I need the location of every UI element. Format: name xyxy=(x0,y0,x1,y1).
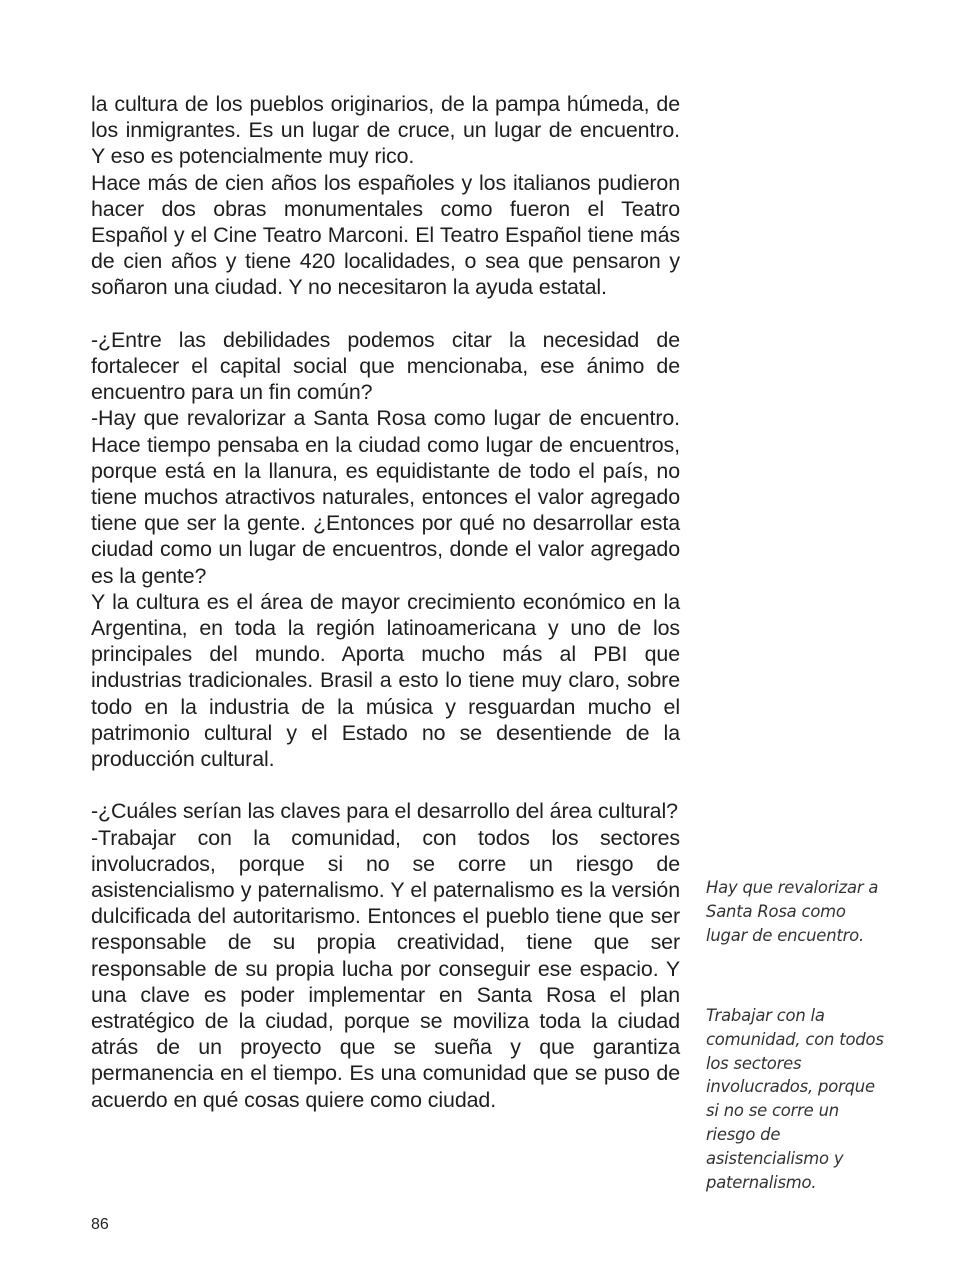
page-number: 86 xyxy=(91,1216,109,1233)
interview-answer: -Trabajar con la comunidad, con todos los sectores involucrados, porque si no se corre un riesgo de asistencialismo y paternalismo. Y el paternalismo es la versión dulcificada del autoritarismo. Entonces el pueblo tiene que ser responsable de su propia creatividad, tiene que ser responsable de su propia lucha por conseguir ese espacio. Y una clave es poder implementar en Santa Rosa el plan estratégico de la ciudad, porque se moviliza toda la ciudad atrás de un proyecto que se sueña y que garantiza permanencia en el tiempo. Es una comunidad que se puso de acuerdo en qué cosas quiere como ciudad. xyxy=(91,825,680,1112)
interview-question: -¿Cuáles serían las claves para el desarrollo del área cultural? xyxy=(91,799,678,824)
paragraph-gap xyxy=(91,301,680,327)
main-text-column xyxy=(91,91,680,1113)
paragraph: la cultura de los pueblos originarios, de la pampa húmeda, de los inmigrantes. Es un lugar de cruce, un lugar de encuentro. Y eso es potencialmente muy rico. xyxy=(91,92,680,169)
pull-quote: Trabajar con la comunidad, con todos los sectores involucrados, porque si no se corre un riesgo de asistencialismo y paternalismo. xyxy=(706,1006,884,1192)
paragraph: Hace más de cien años los españoles y los italianos pudieron hacer dos obras monumentales como fueron el Teatro Español y el Cine Teatro Marconi. El Teatro Español tiene más de cien años y tiene 420 localidades, o sea que pensaron y soñaron una ciudad. Y no necesitaron la ayuda estatal. xyxy=(91,170,680,300)
interview-question: -¿Entre las debilidades podemos citar la necesidad de fortalecer el capital social que mencionaba, ese ánimo de encuentro para un fin común? xyxy=(91,327,680,405)
pull-quote: Hay que revalorizar a Santa Rosa como lugar de encuentro. xyxy=(706,878,879,945)
paragraph: Y la cultura es el área de mayor crecimiento económico en la Argentina, en toda la región latinoamericana y uno de los principales del mundo. Aporta mucho más al PBI que industrias tradicionales. Brasil a esto lo tiene muy claro, sobre todo en la industria de la música y resguardan mucho el patrimonio cultural y el Estado no se desentiende de la producción cultural. xyxy=(91,589,680,772)
interview-answer: -Hay que revalorizar a Santa Rosa como lugar de encuentro. Hace tiempo pensaba en la ciudad como lugar de encuentros, porque está en la llanura, es equidistante de todo el país, no tiene muchos atractivos naturales, entonces el valor agregado tiene que ser la gente. ¿Entonces por qué no desarrollar esta ciudad como un lugar de encuentros, donde el valor agregado es la gente? xyxy=(91,406,680,588)
paragraph-gap xyxy=(91,772,680,798)
